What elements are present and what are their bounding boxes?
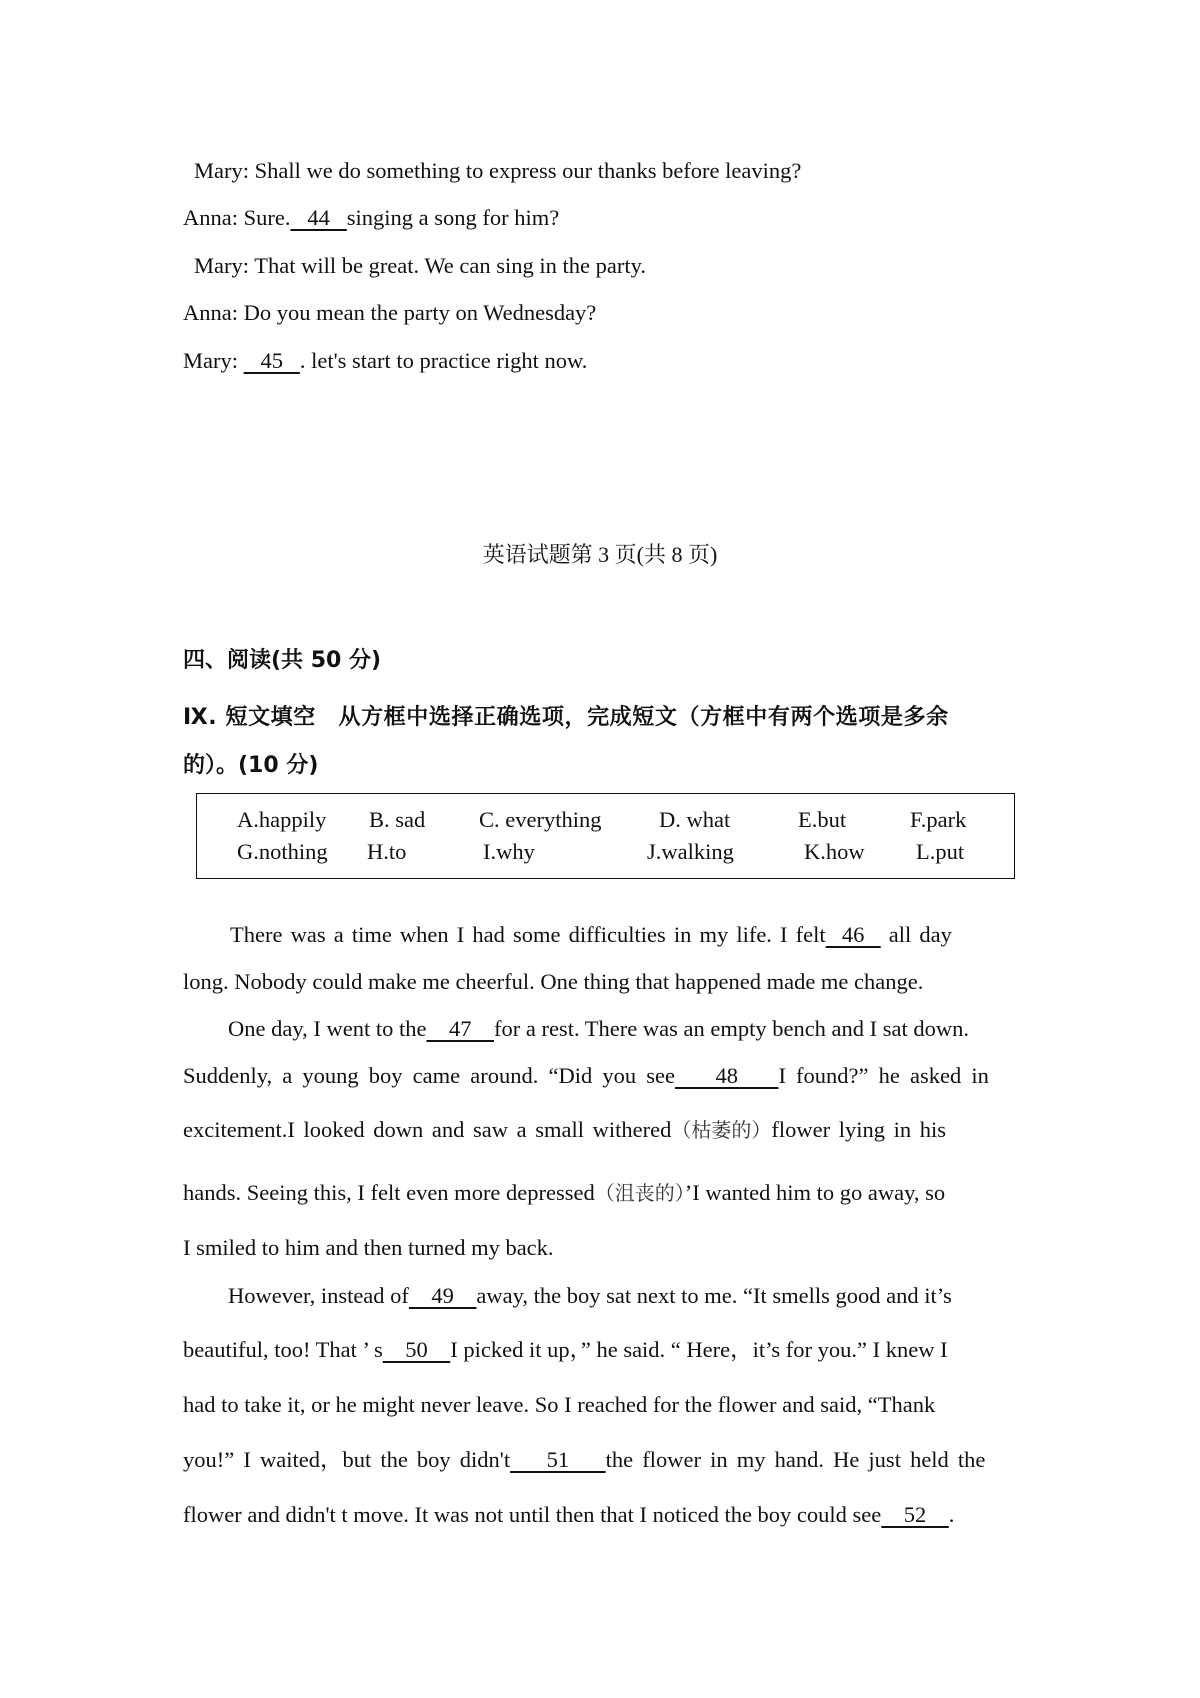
passage-line: flower and didn't t move. It was not until then that I noticed the boy could see 52 . [183, 1502, 955, 1527]
dialogue-text: Do you mean the party on Wednesday? [238, 300, 597, 325]
part-instructions-line-2: 的）。(10 分) [183, 753, 319, 778]
option-k: K.how [804, 839, 865, 864]
chinese-gloss: （枯萎的） [671, 1118, 772, 1142]
blank-45: 45 [243, 348, 300, 373]
part-instructions-line-1: Ⅸ. 短文填空 从方框中选择正确选项，完成短文（方框中有两个选项是多余 [183, 705, 949, 730]
passage-line: excitement.I looked down and saw a small withered（枯萎的）flower lying in his [183, 1117, 946, 1142]
option-a: A.happily [237, 807, 327, 832]
passage-line: One day, I went to the 47 for a rest. There was an empty bench and I sat down. [228, 1016, 970, 1041]
blank-46: 46 [825, 922, 881, 947]
blank-49: 49 [408, 1283, 477, 1308]
passage-line: beautiful, too! That ’ s 50 I picked it up，” he said. “ Here，it’s for you.” I knew I [183, 1337, 948, 1362]
passage-line: I smiled to him and then turned my back. [183, 1235, 554, 1260]
dialogue-line-2: Anna: Sure. 44 singing a song for him? [183, 205, 560, 230]
dialogue-line-3 [194, 255, 646, 278]
speaker: Anna: [183, 205, 238, 230]
option-c: C. everything [479, 807, 602, 832]
passage-line: There was a time when I had some difficulties in my life. I felt 46 all day [230, 922, 952, 947]
dialogue-text: Shall we do something to express our thanks before leaving? [249, 158, 802, 183]
dialogue-text: That will be great. We can sing in the party. [249, 253, 647, 278]
blank-48: 48 [674, 1063, 779, 1088]
speaker: Mary: [183, 348, 238, 373]
option-b: B. sad [369, 807, 426, 832]
passage-line: long. Nobody could make me cheerful. One thing that happened made me change. [183, 969, 924, 994]
passage-line: had to take it, or he might never leave. So I reached for the flower and said, “Thank [183, 1392, 936, 1417]
speaker: Mary: [194, 158, 249, 183]
chinese-gloss: （沮丧的） [594, 1181, 685, 1205]
option-f: F.park [910, 807, 967, 832]
blank-50: 50 [382, 1337, 451, 1362]
option-l: L.put [916, 839, 965, 864]
passage-line: you!” I waited，but the boy didn't 51 the flower in my hand. He just held the [183, 1447, 986, 1472]
dialogue-line-1 [194, 160, 801, 183]
passage-line: hands. Seeing this, I felt even more depressed（沮丧的）’I wanted him to go away, so [183, 1180, 946, 1205]
option-h: H.to [367, 839, 407, 864]
speaker: Mary: [194, 253, 249, 278]
speaker: Anna: [183, 300, 238, 325]
option-d: D. what [659, 807, 731, 832]
options-box [196, 793, 1015, 879]
blank-47: 47 [426, 1016, 494, 1041]
blank-52: 52 [881, 1502, 949, 1527]
option-e: E.but [798, 807, 847, 832]
dialogue-line-5: Mary: 45 . let's start to practice right now. [183, 348, 588, 373]
page-footer: 英语试题第 3 页(共 8 页) [482, 542, 718, 567]
passage-line: Suddenly, a young boy came around. “Did you see 48 I found?” he asked in [183, 1063, 989, 1088]
option-g: G.nothing [237, 839, 328, 864]
blank-51: 51 [510, 1447, 606, 1472]
dialogue-line-4 [183, 302, 596, 325]
option-i: I.why [483, 839, 535, 864]
blank-44: 44 [290, 205, 347, 230]
option-j: J.walking [647, 839, 734, 864]
section-title: 四、阅读(共 50 分) [183, 648, 382, 673]
passage-line: However, instead of 49 away, the boy sat next to me. “It smells good and it’s [228, 1283, 952, 1308]
